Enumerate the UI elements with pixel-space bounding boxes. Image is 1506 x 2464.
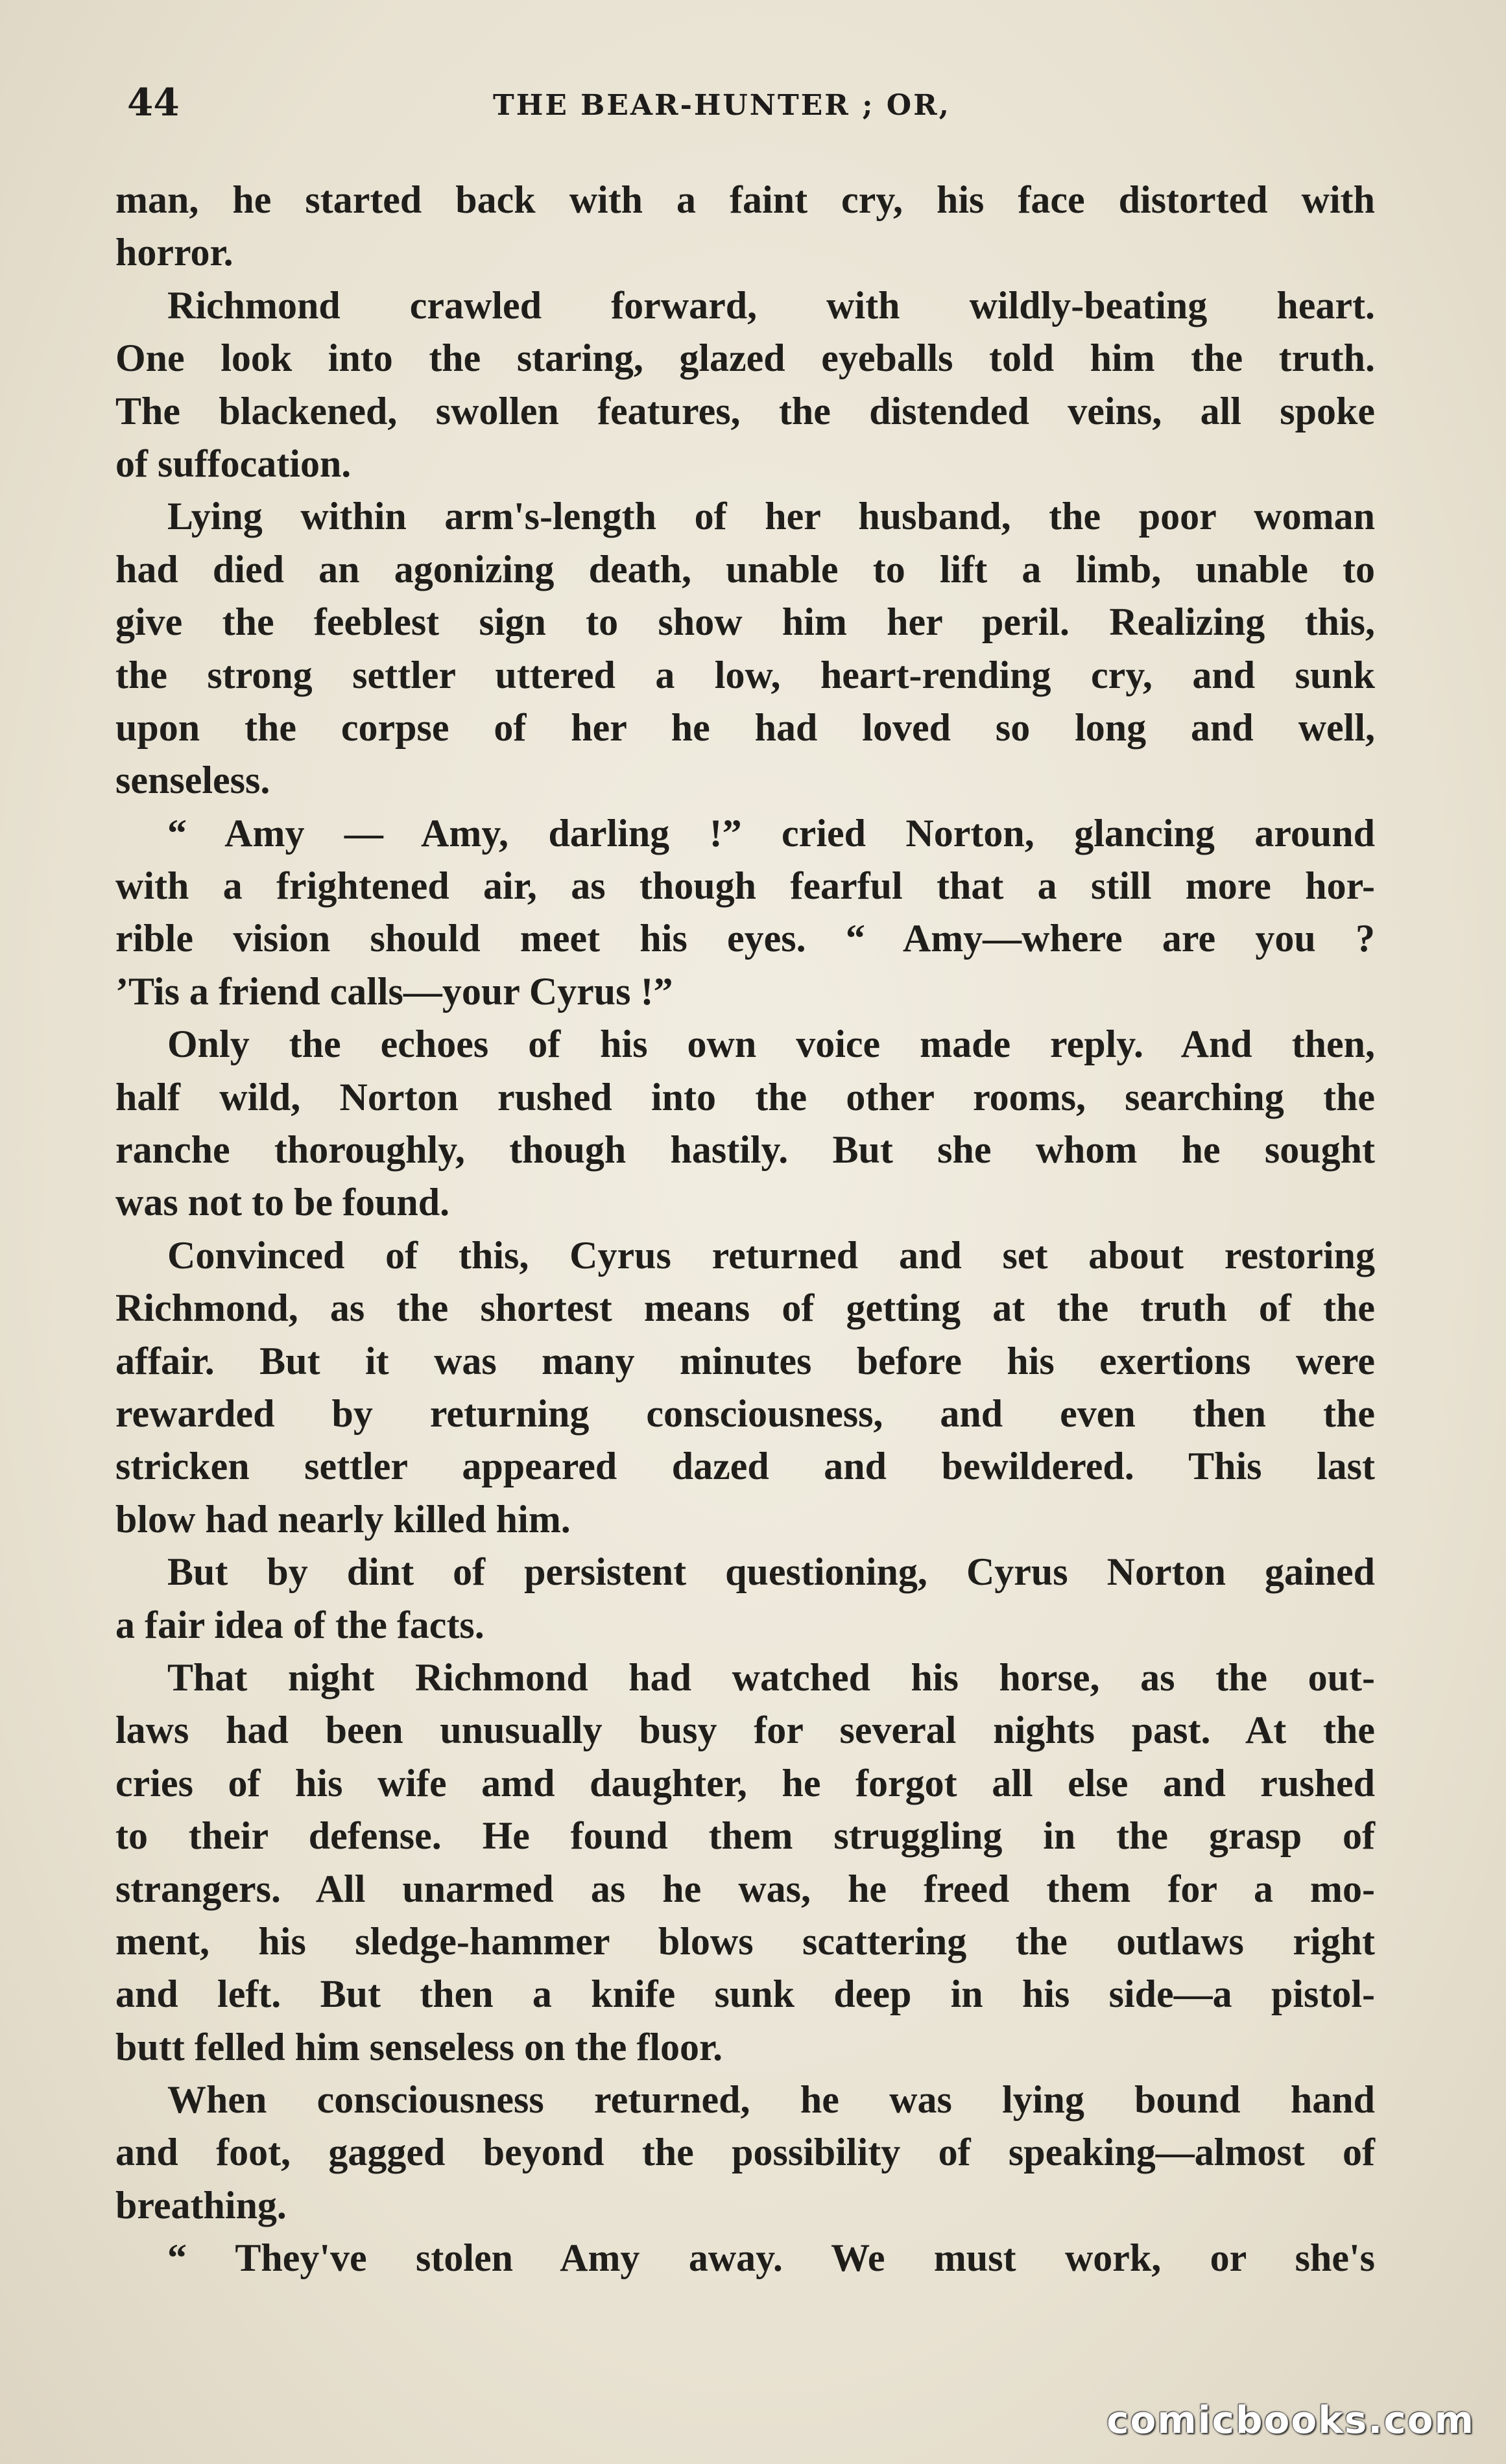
text-line: One look into the staring, glazed eyeballs told him the truth. <box>115 337 1375 380</box>
text-line: Lying within arm's-length of her husband, the poor woman <box>167 495 1375 538</box>
text-line: Richmond crawled forward, with wildly-beating heart. <box>167 283 1375 327</box>
text-line: strangers. All unarmed as he was, he freed them for a mo- <box>115 1867 1375 1910</box>
text-line: Only the echoes of his own voice made reply. And then, <box>167 1023 1375 1066</box>
text-line: and foot, gagged beyond the possibility of speaking—almost of <box>115 2131 1375 2174</box>
text-line: ment, his sledge-hammer blows scattering the outlaws right <box>115 1919 1375 1963</box>
text-line: breathing. <box>115 2183 287 2227</box>
text-line: Convinced of this, Cyrus returned and set about restoring <box>167 1233 1375 1277</box>
body-text <box>115 174 1375 2285</box>
text-line: half wild, Norton rushed into the other rooms, searching the <box>115 1075 1375 1119</box>
running-head: THE BEAR-HUNTER ; OR, <box>493 89 951 122</box>
text-line: stricken settler appeared dazed and bewildered. This last <box>115 1445 1375 1488</box>
text-line: and left. But then a knife sunk deep in his side—a pistol- <box>115 1972 1375 2016</box>
text-line: affair. But it was many minutes before his exertions were <box>115 1339 1375 1382</box>
page-number: 44 <box>127 80 180 124</box>
text-line: Richmond, as the shortest means of getting at the truth of the <box>115 1286 1375 1330</box>
text-line: “ They've stolen Amy away. We must work, or she's <box>167 2236 1375 2280</box>
text-line: When consciousness returned, he was lying bound hand <box>167 2078 1375 2122</box>
text-line: give the feeblest sign to show him her peril. Realizing this, <box>115 600 1375 644</box>
text-line: to their defense. He found them struggling in the grasp of <box>115 1814 1375 1858</box>
text-line: was not to be found. <box>115 1181 450 1224</box>
text-line: “ Amy — Amy, darling !” cried Norton, glancing around <box>167 811 1375 855</box>
text-line: But by dint of persistent questioning, Cyrus Norton gained <box>167 1550 1375 1594</box>
text-line: cries of his wife amd daughter, he forgot all else and rushed <box>115 1761 1375 1805</box>
text-line: rible vision should meet his eyes. “ Amy—where are you ? <box>115 917 1375 960</box>
text-line: senseless. <box>115 759 270 802</box>
text-line: of suffocation. <box>115 442 352 485</box>
text-line: the strong settler uttered a low, heart-rending cry, and sunk <box>115 653 1375 696</box>
text-line: man, he started back with a faint cry, his face distorted with <box>115 178 1375 221</box>
text-line: horror. <box>115 231 233 274</box>
page-header <box>123 77 1375 128</box>
text-line: butt felled him senseless on the floor. <box>115 2025 723 2068</box>
text-line: had died an agonizing death, unable to lift a limb, unable to <box>115 547 1375 591</box>
text-line: ranche thoroughly, though hastily. But she whom he sought <box>115 1128 1375 1172</box>
text-line: ’Tis a friend calls—your Cyrus !” <box>115 969 673 1013</box>
text-line: upon the corpse of her he had loved so long and well, <box>115 705 1375 749</box>
watermark: comicbooks.com <box>1106 2398 1475 2442</box>
text-line: with a frightened air, as though fearful that a still more hor- <box>115 864 1375 908</box>
text-line: rewarded by returning consciousness, and even then the <box>115 1392 1375 1435</box>
text-line: a fair idea of the facts. <box>115 1603 484 1646</box>
text-line: laws had been unusually busy for several nights past. At the <box>115 1709 1375 1752</box>
text-line: blow had nearly killed him. <box>115 1497 571 1541</box>
text-line: The blackened, swollen features, the distended veins, all spoke <box>115 389 1375 432</box>
text-line: That night Richmond had watched his horse, as the out- <box>167 1655 1375 1699</box>
